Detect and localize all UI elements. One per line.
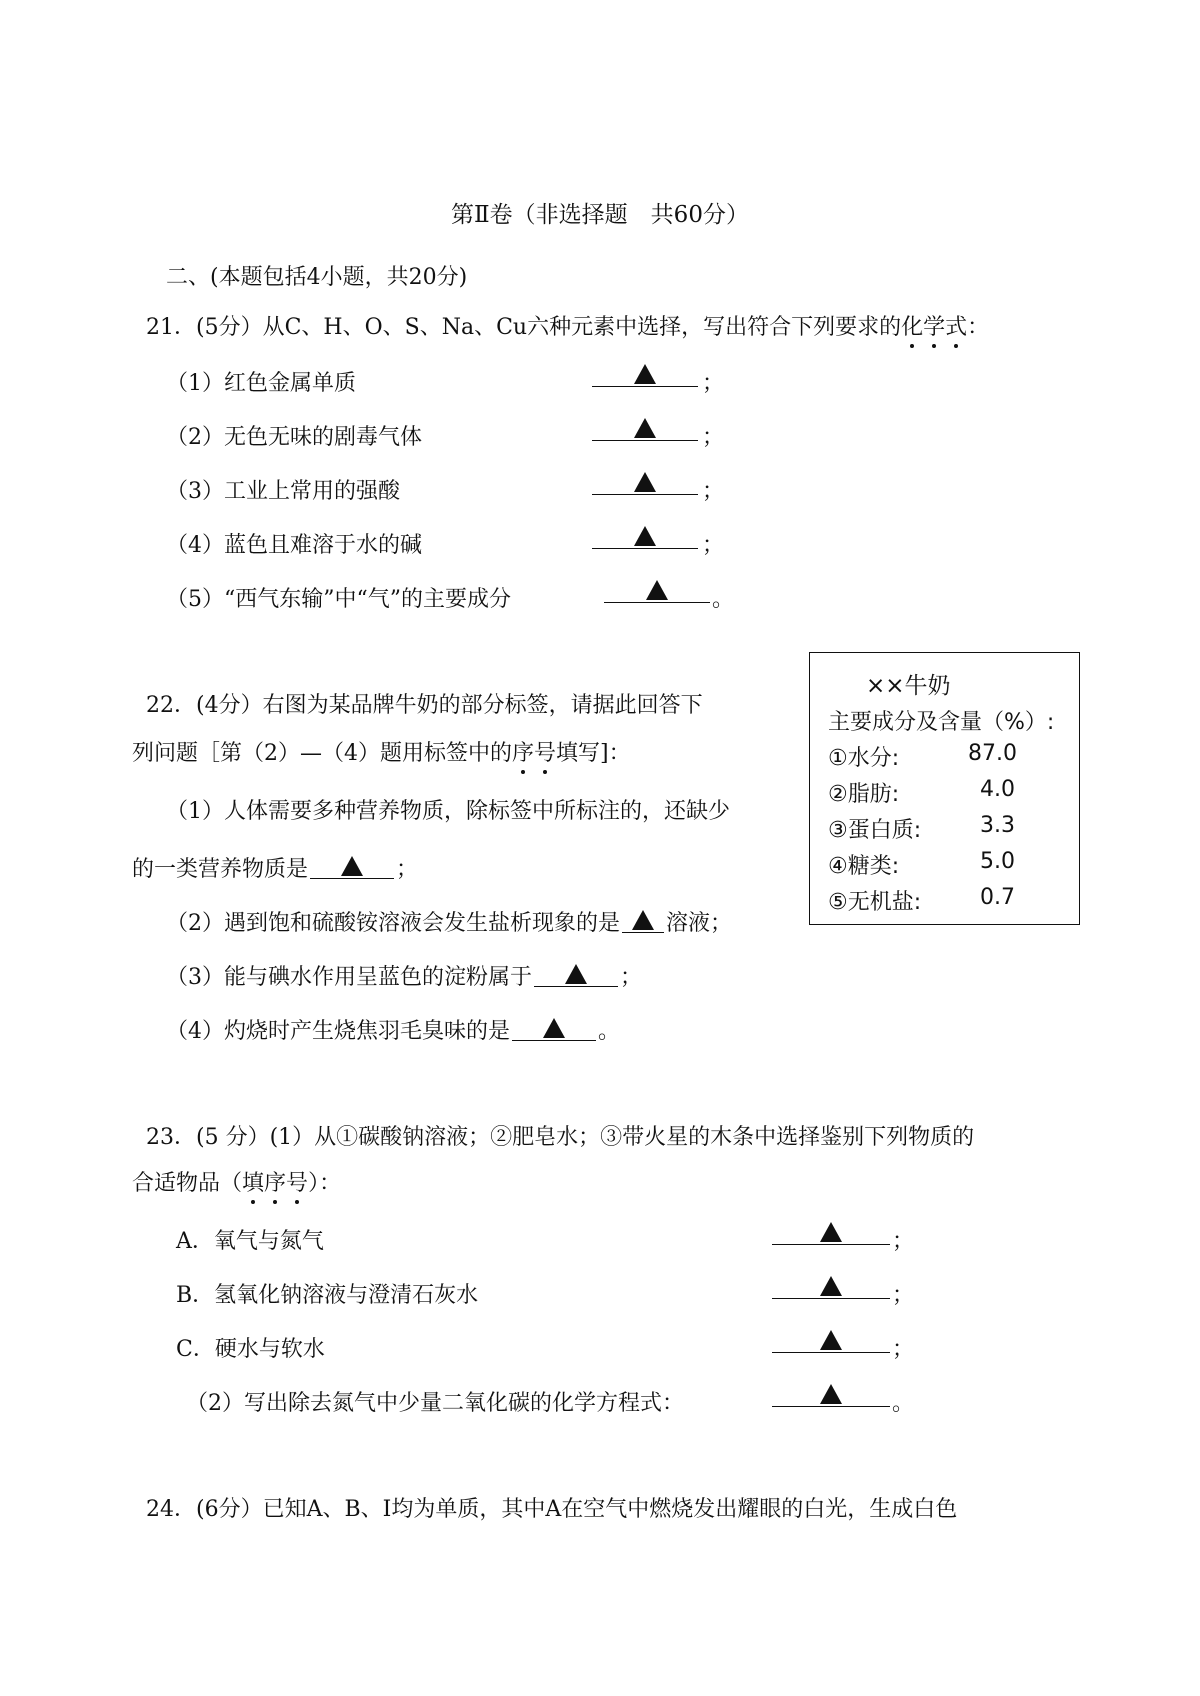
q22-item-1-text: 的一类营养物质是 [132, 857, 309, 882]
nutrient-name: ②脂肪: [828, 782, 900, 807]
answer-blank[interactable] [534, 962, 618, 987]
milk-label-row [828, 741, 1017, 772]
answer-blank[interactable] [604, 578, 710, 603]
q21-stem-text: 21．(5分）从C、H、O、S、Na、Cu六种元素中选择，写出符合下列要求的 [146, 315, 902, 340]
nutrient-name: ④糖类: [828, 854, 900, 879]
q21-item-4: （4）蓝色且难溶于水的碱 [166, 533, 422, 558]
punct: ； [620, 965, 643, 990]
q22-item-3 [166, 960, 642, 991]
emphasis-char: 填 [242, 1166, 264, 1197]
q23-stem-line1: 23．(5 分）(1）从①碳酸钠溶液；②肥皂水；③带火星的木条中选择鉴别下列物质的 [146, 1125, 975, 1150]
nutrient-value: 5.0 [980, 849, 1015, 874]
punct: ； [892, 1229, 915, 1254]
punct: ； [892, 1283, 915, 1308]
answer-blank[interactable] [310, 854, 394, 879]
emphasis-char: 式 [945, 310, 967, 341]
q21-item-5: （5）“西气东输”中“气”的主要成分 [166, 587, 511, 612]
q22-item-4-text: （4）灼烧时产生烧焦羽毛臭味的是 [166, 1019, 510, 1044]
q22-item-1-line2 [132, 852, 418, 883]
q21-item-1: （1）红色金属单质 [166, 371, 356, 396]
q22-item-1-line1: （1）人体需要多种营养物质，除标签中所标注的，还缺少 [166, 799, 730, 824]
triangle-icon [634, 418, 656, 438]
emphasis-char: 学 [923, 310, 945, 341]
triangle-icon [820, 1276, 842, 1296]
triangle-icon [646, 580, 668, 600]
q21-item-2: （2）无色无味的剧毒气体 [166, 425, 422, 450]
triangle-icon [632, 910, 654, 930]
triangle-icon [565, 964, 587, 984]
punct: ； [702, 371, 725, 396]
answer-blank[interactable] [772, 1274, 890, 1299]
punct: ； [702, 479, 725, 504]
milk-label-subtitle: 主要成分及含量（%）: [828, 710, 1055, 735]
milk-label-row [828, 885, 1015, 916]
nutrient-value: 0.7 [980, 885, 1015, 910]
q23-item-a: A．氧气与氮气 [176, 1229, 324, 1254]
triangle-icon [341, 856, 363, 876]
milk-label-row [828, 777, 1015, 808]
emphasis-char: 号 [534, 736, 556, 767]
answer-blank[interactable] [772, 1220, 890, 1245]
q23-item-c: C．硬水与软水 [176, 1337, 325, 1362]
answer-blank[interactable] [592, 524, 698, 549]
punct: 。 [892, 1391, 915, 1416]
part-heading: 二、(本题包括4小题，共20分) [166, 265, 468, 290]
q23-part2: （2）写出除去氮气中少量二氧化碳的化学方程式： [186, 1391, 684, 1416]
punct: ； [702, 425, 725, 450]
answer-blank[interactable] [592, 362, 698, 387]
q21-item-3: （3）工业上常用的强酸 [166, 479, 400, 504]
q22-item-3-text: （3）能与碘水作用呈蓝色的淀粉属于 [166, 965, 532, 990]
punct: ； [892, 1337, 915, 1362]
triangle-icon [543, 1018, 565, 1038]
answer-blank[interactable] [512, 1016, 596, 1041]
answer-blank[interactable] [592, 416, 698, 441]
nutrient-name: ③蛋白质: [828, 818, 922, 843]
nutrient-name: ⑤无机盐: [828, 890, 922, 915]
q23-stem-line2 [132, 1166, 341, 1197]
q22-stem-line2 [132, 736, 631, 767]
q23-stem-end: ）： [308, 1171, 342, 1196]
nutrient-value: 4.0 [980, 777, 1015, 802]
q22-stem-line1: 22．(4分）右图为某品牌牛奶的部分标签，请据此回答下 [146, 693, 703, 718]
triangle-icon [634, 472, 656, 492]
milk-label-row [828, 813, 1015, 844]
punct: ； [396, 857, 419, 882]
q22-stem-text: 列问题［第（2）—（4）题用标签中的 [132, 741, 512, 766]
answer-blank[interactable] [772, 1328, 890, 1353]
punct: ； [702, 533, 725, 558]
triangle-icon [634, 526, 656, 546]
q21-stem [146, 310, 989, 341]
emphasis-char: 序 [264, 1166, 286, 1197]
answer-blank[interactable] [622, 908, 664, 933]
nutrient-value: 87.0 [968, 741, 1017, 766]
punct: 。 [598, 1019, 621, 1044]
q22-item-2 [166, 906, 732, 937]
q23-stem-text: 合适物品（ [132, 1171, 243, 1196]
milk-label [809, 652, 1080, 925]
emphasis-char: 号 [286, 1166, 308, 1197]
emphasis-char: 序 [512, 736, 534, 767]
q22-stem-end: 填写]： [556, 741, 631, 766]
milk-label-row [828, 849, 1015, 880]
q24-stem-line1: 24．(6分）已知A、B、I均为单质，其中A在空气中燃烧发出耀眼的白光，生成白色 [146, 1497, 958, 1522]
punct: 。 [712, 587, 735, 612]
section-title: 第Ⅱ卷（非选择题 共60分） [451, 202, 749, 228]
triangle-icon [634, 364, 656, 384]
emphasis-char: 化 [901, 310, 923, 341]
nutrient-value: 3.3 [980, 813, 1015, 838]
milk-label-title: ××牛奶 [866, 673, 951, 699]
punct: 溶液； [666, 911, 733, 936]
triangle-icon [820, 1384, 842, 1404]
triangle-icon [820, 1330, 842, 1350]
q23-item-b: B．氢氧化钠溶液与澄清石灰水 [176, 1283, 479, 1308]
q22-item-2-text: （2）遇到饱和硫酸铵溶液会发生盐析现象的是 [166, 911, 620, 936]
answer-blank[interactable] [772, 1382, 890, 1407]
nutrient-name: ①水分: [828, 746, 900, 771]
q21-stem-end: ： [967, 315, 990, 340]
triangle-icon [820, 1222, 842, 1242]
q22-item-4 [166, 1014, 620, 1045]
answer-blank[interactable] [592, 470, 698, 495]
